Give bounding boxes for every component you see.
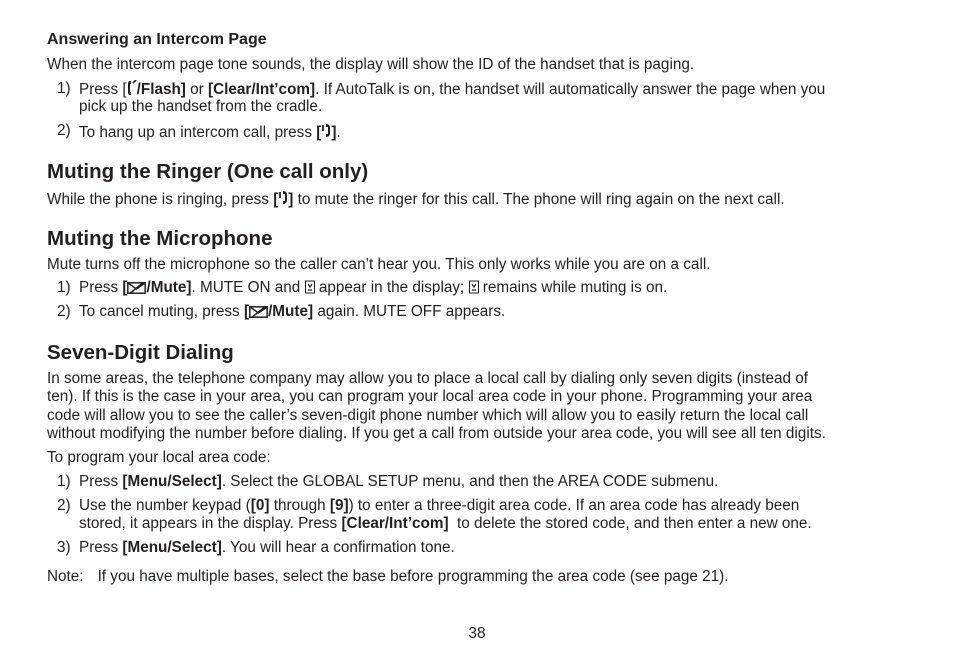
mic-off-display-icon bbox=[305, 279, 315, 294]
end-call-icon bbox=[278, 189, 288, 206]
note bbox=[47, 568, 729, 586]
end-call-icon bbox=[321, 122, 331, 139]
page-number: 38 bbox=[468, 625, 486, 642]
note-label: Note: bbox=[47, 568, 84, 585]
to-program-text: To program your local area code: bbox=[47, 449, 271, 466]
seven-digit-para-line: code will allow you to see the caller’s seven-digit phone number which will allow you to easily return the local call bbox=[47, 406, 809, 424]
intercom-intro: When the intercom page tone sounds, the display will show the ID of the handset that is paging. bbox=[47, 56, 695, 73]
envelope-mute-icon bbox=[127, 282, 146, 294]
handset-talk-icon bbox=[127, 80, 137, 96]
seven-digit-para-line: ten). If this is the case in your area, you can program your local area code in your phone. Programming your area bbox=[47, 388, 813, 406]
note-text: If you have multiple bases, select the base before programming the area code (see page 21). bbox=[97, 568, 729, 585]
intercom-heading: Answering an Intercom Page bbox=[47, 31, 267, 48]
microphone-heading: Muting the Microphone bbox=[47, 227, 273, 250]
seven-digit-para-line: In some areas, the telephone company may allow you to place a local call by dialing only seven digits (instead of bbox=[47, 370, 809, 387]
mic-off-display-icon bbox=[469, 279, 479, 294]
ringer-text: While the phone is ringing, press [ ] to mute the ringer for this call. The phone will ring again on the next call. bbox=[47, 191, 785, 208]
seven-digit-para-line: without modifying the number before dialing. If you get a call from outside your area code, you will see all ten digits. bbox=[47, 425, 826, 443]
envelope-mute-icon bbox=[249, 306, 268, 318]
seven-digit-heading: Seven-Digit Dialing bbox=[47, 341, 234, 364]
microphone-intro: Mute turns off the microphone so the caller can’t hear you. This only works while you are on a call. bbox=[47, 256, 711, 273]
ringer-heading: Muting the Ringer (One call only) bbox=[47, 160, 369, 183]
